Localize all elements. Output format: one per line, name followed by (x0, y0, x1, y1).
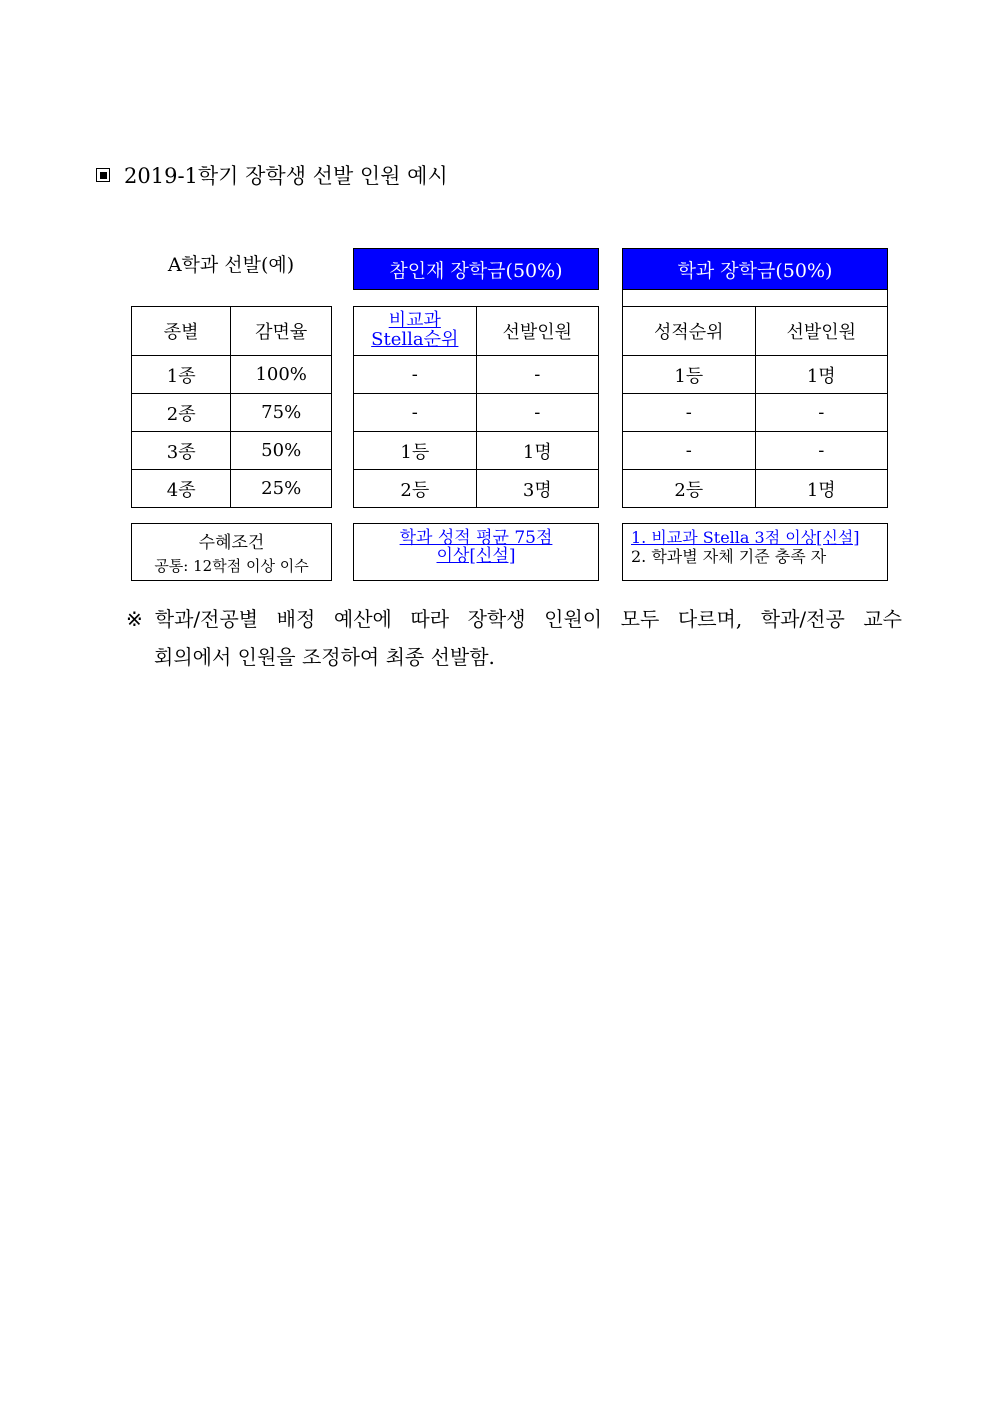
table-cell: 2등 (354, 470, 477, 508)
condition-link-line: 1. 비교과 Stella 3점 이상[신설] (631, 528, 860, 547)
condition-box-department (622, 523, 888, 581)
section-header-department: 학과 장학금(50%) (622, 248, 888, 290)
table-cell: 3명 (476, 470, 598, 508)
condition-link-line: 이상[신설] (436, 545, 516, 566)
table-row (354, 470, 599, 508)
table-cell: 4종 (132, 470, 231, 508)
table-row (354, 356, 599, 394)
reference-mark: ※ (126, 607, 143, 631)
page-title (96, 160, 448, 190)
square-bullet-icon (96, 168, 110, 182)
category-table (131, 306, 332, 508)
header-cell: 성적순위 (623, 307, 756, 356)
table-cell: - (354, 394, 477, 432)
footnote-line-2: 회의에서 인원을 조정하여 최종 선발함. (154, 645, 495, 669)
table-row (623, 470, 888, 508)
table-cell: - (623, 432, 756, 470)
table-cell: 50% (231, 432, 332, 470)
table-row (132, 470, 332, 508)
condition-text-line: 2. 학과별 자체 기준 충족 자 (631, 546, 827, 566)
table-cell: 1명 (755, 356, 888, 394)
table-cell: 25% (231, 470, 332, 508)
table-row (132, 307, 332, 356)
table-cell: 2등 (623, 470, 756, 508)
table-cell: - (755, 394, 888, 432)
footnote-text: 학과/전공별 배정 예산에 따라 장학생 인원이 모두 다르며, 학과/전공 교수 (154, 607, 902, 631)
header-cell: 감면율 (231, 307, 332, 356)
title-text: 2019-1학기 장학생 선발 인원 예시 (124, 164, 448, 188)
table-cell: 1명 (755, 470, 888, 508)
footnote (126, 600, 902, 676)
condition-box-chaminjae (353, 523, 599, 581)
table-row (623, 432, 888, 470)
table-cell: 75% (231, 394, 332, 432)
section-header-chaminjae: 참인재 장학금(50%) (353, 248, 599, 290)
department-table (622, 306, 888, 508)
header-link-line: 비교과 (388, 310, 441, 332)
table-cell: 1등 (354, 432, 477, 470)
table-row (354, 307, 599, 356)
table-cell: - (755, 432, 888, 470)
table-cell: 3종 (132, 432, 231, 470)
condition-link-line: 학과 성적 평균 75점 (399, 528, 553, 548)
table-cell: - (623, 394, 756, 432)
table-row (132, 432, 332, 470)
condition-title: 수혜조건 (198, 533, 265, 553)
header-cell: 종별 (132, 307, 231, 356)
table-row (623, 356, 888, 394)
dept-label: A학과 선발(예) (167, 254, 295, 276)
table-row (354, 394, 599, 432)
table-cell: 2종 (132, 394, 231, 432)
table-cell: 1종 (132, 356, 231, 394)
condition-subtext: 공통: 12학점 이상 이수 (154, 557, 309, 575)
table-cell: 1등 (623, 356, 756, 394)
header-cell-stella-rank (354, 307, 477, 356)
header-cell: 선발인원 (755, 307, 888, 356)
table-cell: - (476, 356, 598, 394)
footnote-line-1 (126, 600, 902, 638)
table-cell: 1명 (476, 432, 598, 470)
header-link-line: Stella순위 (371, 329, 459, 350)
table-row (623, 394, 888, 432)
table-row (623, 307, 888, 356)
table-row (132, 394, 332, 432)
chaminjae-table (353, 306, 599, 508)
condition-box-common (131, 523, 332, 581)
table-row (132, 356, 332, 394)
header-connector (622, 290, 888, 306)
table-row (354, 432, 599, 470)
table-cell: - (354, 356, 477, 394)
table-cell: - (476, 394, 598, 432)
header-cell: 선발인원 (476, 307, 598, 356)
table-cell: 100% (231, 356, 332, 394)
